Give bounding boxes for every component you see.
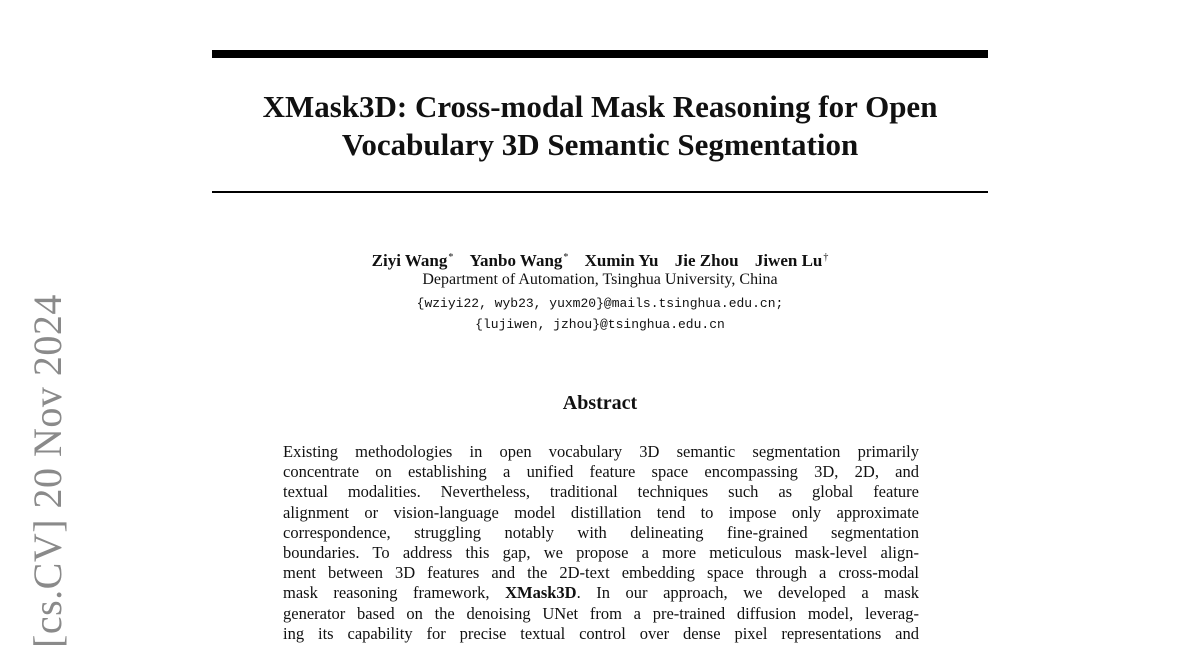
arxiv-identifier-stamp: [cs.CV] 20 Nov 2024 <box>25 294 70 648</box>
abstract-line: concentrate on establishing a unified feature space encompassing 3D, 2D, and <box>283 462 919 482</box>
paper-title-line-2: Vocabulary 3D Semantic Segmentation <box>341 127 859 162</box>
abstract-body <box>283 442 919 644</box>
abstract-line: correspondence, struggling notably with delineating fine-grained segmentation <box>283 522 919 542</box>
abstract-line: ment between 3D features and the 2D-text embedding space through a cross-modal <box>283 563 919 583</box>
author-list <box>212 247 988 272</box>
paper-title <box>212 88 988 164</box>
email-line-1: {wziyi22, wyb23, yuxm20}@mails.tsinghua.edu.cn; <box>416 296 784 311</box>
author-mark: * <box>563 252 569 263</box>
email-line-2: {lujiwen, jzhou}@tsinghua.edu.cn <box>475 317 725 332</box>
paper-title-line-1: XMask3D: Cross-modal Mask Reasoning for Open <box>262 89 938 124</box>
author-name: Jie Zhou <box>674 251 739 270</box>
abstract-heading: Abstract <box>562 392 638 414</box>
abstract-line: Existing methodologies in open vocabulary 3D semantic segmentation primarily <box>283 442 919 461</box>
author <box>470 251 569 270</box>
abstract-line: alignment or vision-language model distillation tend to impose only approximate <box>283 502 919 522</box>
author <box>755 251 829 270</box>
abstract-line: boundaries. To address this gap, we propose a more meticulous mask-level align- <box>283 543 919 563</box>
author-mark: † <box>823 252 829 263</box>
abstract-line: ing its capability for precise textual control over dense pixel representations and <box>283 623 919 643</box>
abstract-line: mask reasoning framework, XMask3D. In our approach, we developed a mask <box>283 583 920 603</box>
abstract-line: generator based on the denoising UNet from a pre-trained diffusion model, leverag- <box>283 603 919 623</box>
title-top-rule <box>212 50 988 58</box>
author-name: Yanbo Wang <box>469 251 563 270</box>
author-mark: * <box>448 252 454 263</box>
abstract-line: textual modalities. Nevertheless, traditional techniques such as global feature <box>283 482 919 502</box>
author <box>675 251 739 270</box>
author-name: Jiwen Lu <box>754 251 823 270</box>
abstract-bold-term: XMask3D <box>505 583 577 603</box>
author-name: Ziyi Wang <box>371 251 448 270</box>
title-bottom-rule <box>212 191 988 193</box>
author <box>585 251 659 270</box>
affiliation: Department of Automation, Tsinghua University, China <box>422 271 778 288</box>
author-name: Xumin Yu <box>584 251 659 270</box>
author <box>372 251 454 270</box>
